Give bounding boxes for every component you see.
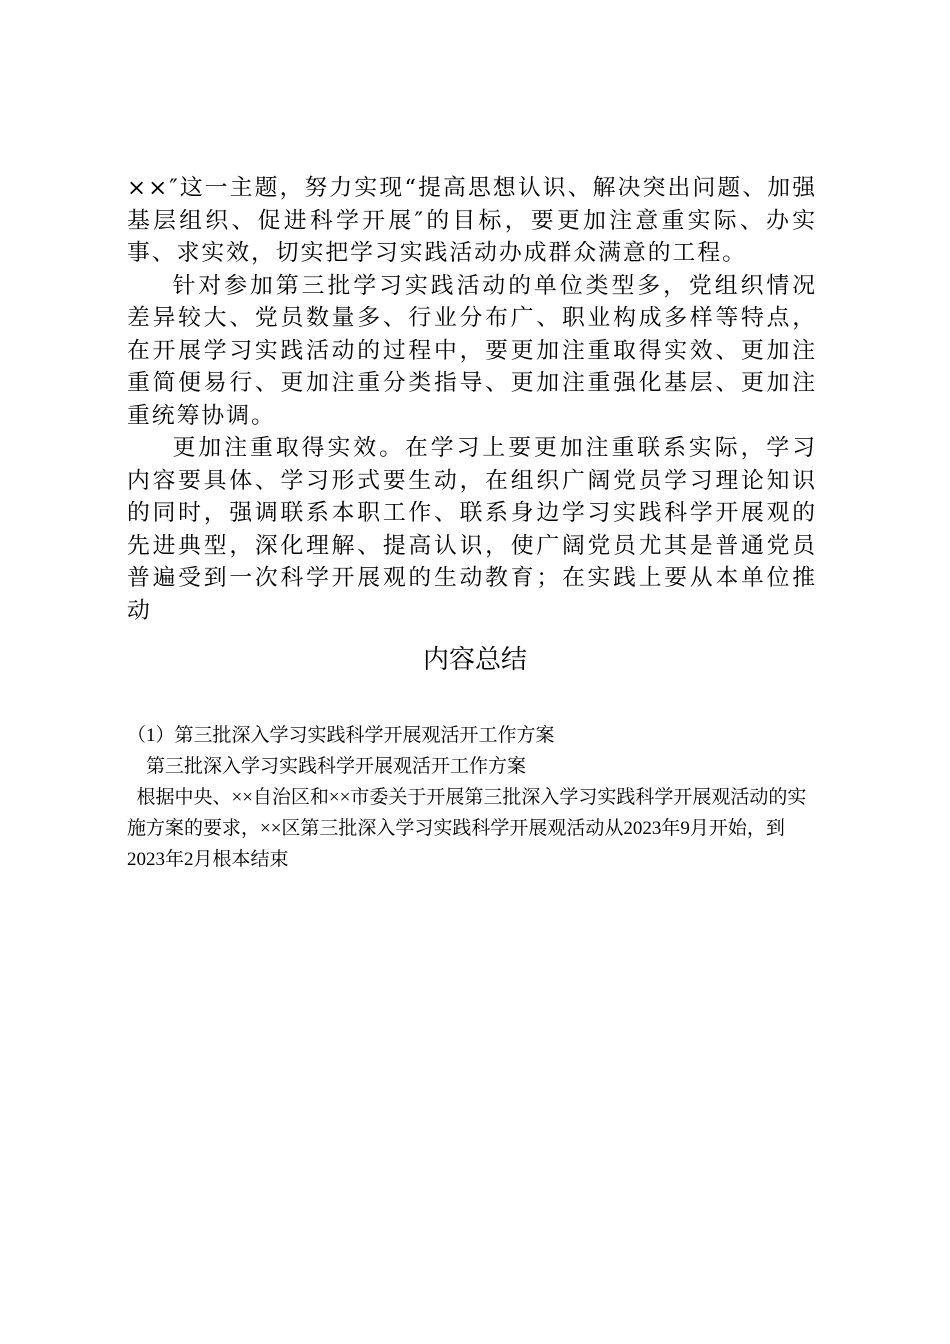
body-paragraph-1: ××″这一主题，努力实现“提高思想认识、解决突出问题、加强基层组织、促进科学开展″的目标，要更加注意重实际、办实事、求实效，切实把学习实践活动办成群众满意的工程。 [127, 175, 817, 266]
body-text [127, 172, 817, 627]
body-paragraph-3: 更加注重取得实效。在学习上要更加注重联系实际，学习内容要具体、学习形式要生动，在组织广阔党员学习理论知识的同时，强调联系本职工作、联系身边学习实践科学开展观的先进典型，深化理解、提高认识，使广阔党员尤其是普通党员普遍受到一次科学开展观的生动教育；在实践上要从本单位推动 [127, 435, 817, 624]
summary-title: 内容总结 [422, 645, 527, 675]
summary-line-2: 第三批深入学习实践科学开展观活开工作方案 [146, 756, 527, 777]
body-paragraph-2: 针对参加第三批学习实践活动的单位类型多，党组织情况差异较大、党员数量多、行业分布广、职业构成多样等特点，在开展学习实践活动的过程中，要更加注重取得实效、更加注重简便易行、更加注重分类指导、更加注重强化基层、更加注重统筹协调。 [127, 272, 817, 429]
summary-line-3: 根据中央、××自治区和××市委关于开展第三批深入学习实践科学开展观活动的实施方案的要求，××区第三批深入学习实践科学开展观活动从2023年9月开始，到2023年2月根本结束 [127, 787, 807, 870]
summary-section [127, 720, 822, 875]
summary-line-1: （1）第三批深入学习实践科学开展观活开工作方案 [127, 725, 555, 746]
